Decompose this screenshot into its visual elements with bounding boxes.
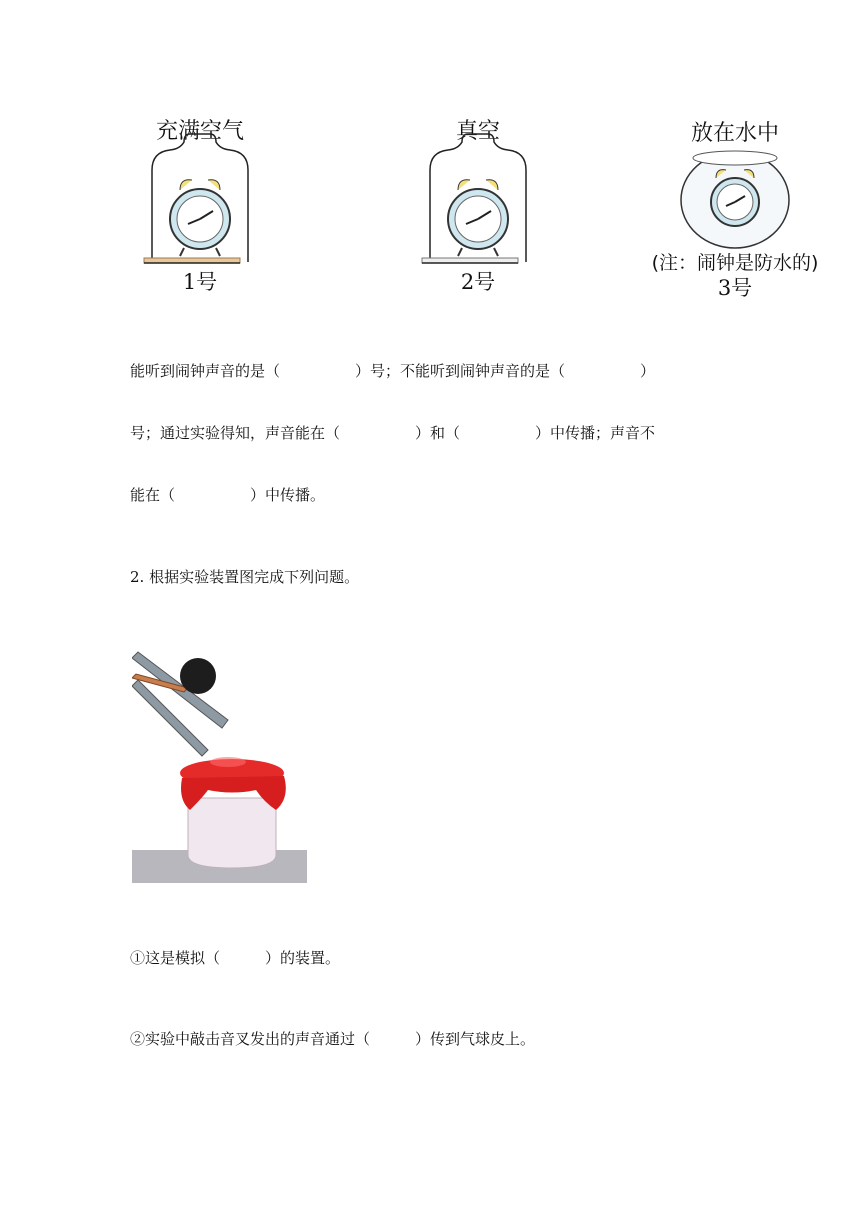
question1-line2: 号；通过实验得知，声音能在（ ）和（ ）中传播；声音不	[130, 424, 656, 442]
alarm-clock-icon-1	[170, 180, 230, 256]
tuning-fork-jar-illustration	[132, 650, 307, 883]
figure-air	[140, 112, 260, 292]
figure-vacuum-title: 真空	[455, 119, 500, 144]
experiment-photo	[132, 650, 307, 883]
question1-line3: 能在（ ）中传播。	[130, 486, 326, 504]
figure-water-title: 放在水中	[690, 121, 779, 146]
question2-title: 2. 根据实验装置图完成下列问题。	[130, 568, 360, 586]
question2-item2: ②实验中敲击音叉发出的声音通过（ ）传到气球皮上。	[130, 1030, 536, 1048]
alarm-clock-icon-2	[448, 180, 508, 256]
figure-vacuum	[418, 112, 538, 292]
bell-jar-air-illustration	[140, 112, 260, 292]
figure-vacuum-label: 2号	[460, 270, 496, 294]
bell-jar-vacuum-illustration	[418, 112, 538, 292]
figure-water-label: 3号	[717, 276, 753, 300]
figure-air-label: 1号	[182, 270, 218, 294]
question1-line1: 能听到闹钟声音的是（ ）号；不能听到闹钟声音的是（ ）	[130, 362, 656, 380]
figure-air-title: 充满空气	[155, 119, 244, 144]
figure-water	[620, 112, 850, 302]
question2-item1: ①这是模拟（ ）的装置。	[130, 949, 341, 967]
figure-water-note: (注：闹钟是防水的)	[651, 252, 819, 274]
